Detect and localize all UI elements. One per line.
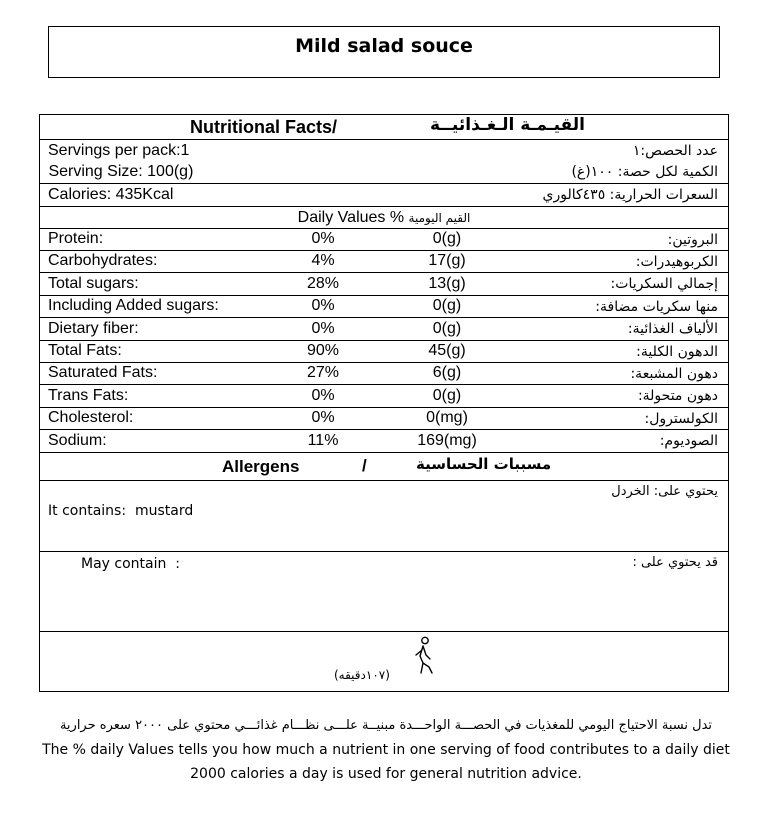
nutrient-amount: 169(mg): [417, 432, 477, 449]
allergens-heading-ar: مسببات الحساسية: [416, 455, 552, 473]
servings-per-pack-en: Servings per pack:1: [48, 142, 190, 159]
serving-size-row: [40, 162, 728, 184]
nutrition-header-en: Nutritional Facts/: [190, 117, 338, 137]
nutrient-name: Cholesterol:: [48, 409, 134, 426]
nutrient-name-ar: الكربوهيدرات:: [635, 254, 718, 270]
serving-size-en: Serving Size: 100(g): [44, 163, 194, 180]
nutrient-row-sodium: [40, 430, 728, 453]
nutrient-name: Total sugars:: [48, 275, 139, 292]
daily-values-ar: القيم اليومية: [408, 211, 471, 225]
serving-size-ar: الكمية لكل حصة: ١٠٠(غ): [571, 164, 718, 180]
nutrient-row-total-fats: [40, 341, 728, 363]
nutrient-percent: 0%: [311, 230, 335, 247]
servings-per-pack-row: [40, 140, 728, 162]
allergens-heading-slash: /: [362, 456, 367, 475]
product-title-box: [48, 26, 720, 78]
nutrient-percent: 0%: [311, 297, 335, 314]
nutrition-panel: [39, 114, 729, 692]
nutrient-name-ar: الكولسترول:: [644, 411, 718, 427]
nutrient-amount: 0(mg): [426, 409, 468, 426]
allergens-header-row: [40, 453, 728, 481]
calories-ar: السعرات الحرارية: ٤٣٥كالوري: [542, 187, 718, 203]
nutrient-name-ar: الدهون الكلية:: [636, 344, 718, 360]
nutrient-percent: 4%: [311, 252, 335, 269]
nutrient-percent: 0%: [311, 409, 335, 426]
servings-per-pack-ar: عدد الحصص:١: [632, 143, 718, 159]
nutrient-percent: 0%: [311, 320, 335, 337]
nutrient-row-trans-fats: [40, 385, 728, 408]
nutrient-name: Trans Fats:: [48, 387, 129, 404]
allergen-may-contain-section: [40, 552, 728, 631]
allergens-heading-en: Allergens: [222, 457, 300, 476]
nutrient-percent: 90%: [306, 342, 340, 359]
calories-en: Calories: 435Kcal: [48, 186, 174, 203]
nutrient-percent: 0%: [311, 387, 335, 404]
nutrient-row-total-sugars: [40, 273, 728, 296]
product-title: Mild salad souce: [295, 35, 473, 57]
calories-row: [40, 184, 728, 207]
nutrient-name: Total Fats:: [48, 342, 122, 359]
allergen-may-contain-ar: قد يحتوي على :: [632, 555, 718, 570]
allergen-contains-en: It contains: mustard: [48, 503, 194, 519]
nutrient-amount: 45(g): [428, 342, 466, 359]
nutrient-amount: 0(g): [432, 387, 462, 404]
nutrient-name-ar: دهون متحولة:: [637, 388, 718, 404]
nutrient-name-ar: دهون المشبعة:: [630, 366, 718, 382]
footer-note-en-line1: The % daily Values tells you how much a nutrient in one serving of food contributes to a daily diet: [42, 742, 730, 758]
nutrient-row-added-sugars: [40, 296, 728, 318]
daily-values-en: Daily Values %: [297, 209, 405, 226]
nutrient-amount: 0(g): [432, 320, 462, 337]
walking-minutes-text: (١٠٧دقيقه): [334, 668, 390, 682]
nutrient-percent: 27%: [306, 364, 340, 381]
nutrient-amount: 6(g): [432, 364, 462, 381]
nutrient-name: Saturated Fats:: [48, 364, 158, 381]
nutrient-name-ar: إجمالي السكريات:: [610, 276, 718, 292]
nutrient-row-cholesterol: [40, 408, 728, 430]
nutrition-header-ar: القيـمـة الـغـذائيــة: [430, 115, 585, 135]
nutrient-row-saturated-fats: [40, 363, 728, 385]
nutrient-name: Dietary fiber:: [48, 320, 139, 337]
nutrient-amount: 17(g): [428, 252, 466, 269]
nutrient-name: Protein:: [48, 230, 104, 247]
nutrient-row-dietary-fiber: [40, 318, 728, 341]
nutrient-name: Including Added sugars:: [48, 297, 219, 314]
allergen-contains-ar: يحتوي على: الخردل: [611, 484, 718, 499]
daily-values-heading: [40, 209, 728, 227]
nutrient-name-ar: الألياف الغذائية:: [627, 321, 718, 337]
nutrient-name: Sodium:: [48, 432, 107, 449]
allergen-contains-section: [40, 481, 728, 552]
walking-equivalent-box: [40, 631, 728, 694]
nutrition-header-row: [40, 115, 728, 140]
nutrient-row-protein: [40, 229, 728, 251]
nutrient-row-carbohydrates: [40, 251, 728, 273]
nutrient-amount: 13(g): [428, 275, 466, 292]
walking-person-icon: [410, 636, 436, 676]
allergen-may-contain-en: May contain :: [81, 556, 180, 572]
nutrient-percent: 11%: [307, 432, 339, 449]
nutrient-name-ar: الصوديوم:: [659, 433, 718, 449]
nutrient-name: Carbohydrates:: [48, 252, 158, 269]
footer-note-en-line2: 2000 calories a day is used for general nutrition advice.: [190, 766, 582, 782]
nutrient-amount: 0(g): [432, 230, 462, 247]
footer-note-ar: تدل نسبة الاحتياج اليومي للمغذيات في الحصـــة الواحـــدة مبنيــة علـــى نظـــام غذائـــي محتوي على ٢٠٠٠ سعره حرارية: [59, 718, 713, 733]
daily-values-row: [40, 207, 728, 229]
nutrient-name-ar: البروتين:: [667, 232, 718, 248]
nutrient-percent: 28%: [306, 275, 340, 292]
nutrient-amount: 0(g): [432, 297, 462, 314]
nutrient-name-ar: منها سكريات مضافة:: [595, 299, 718, 315]
